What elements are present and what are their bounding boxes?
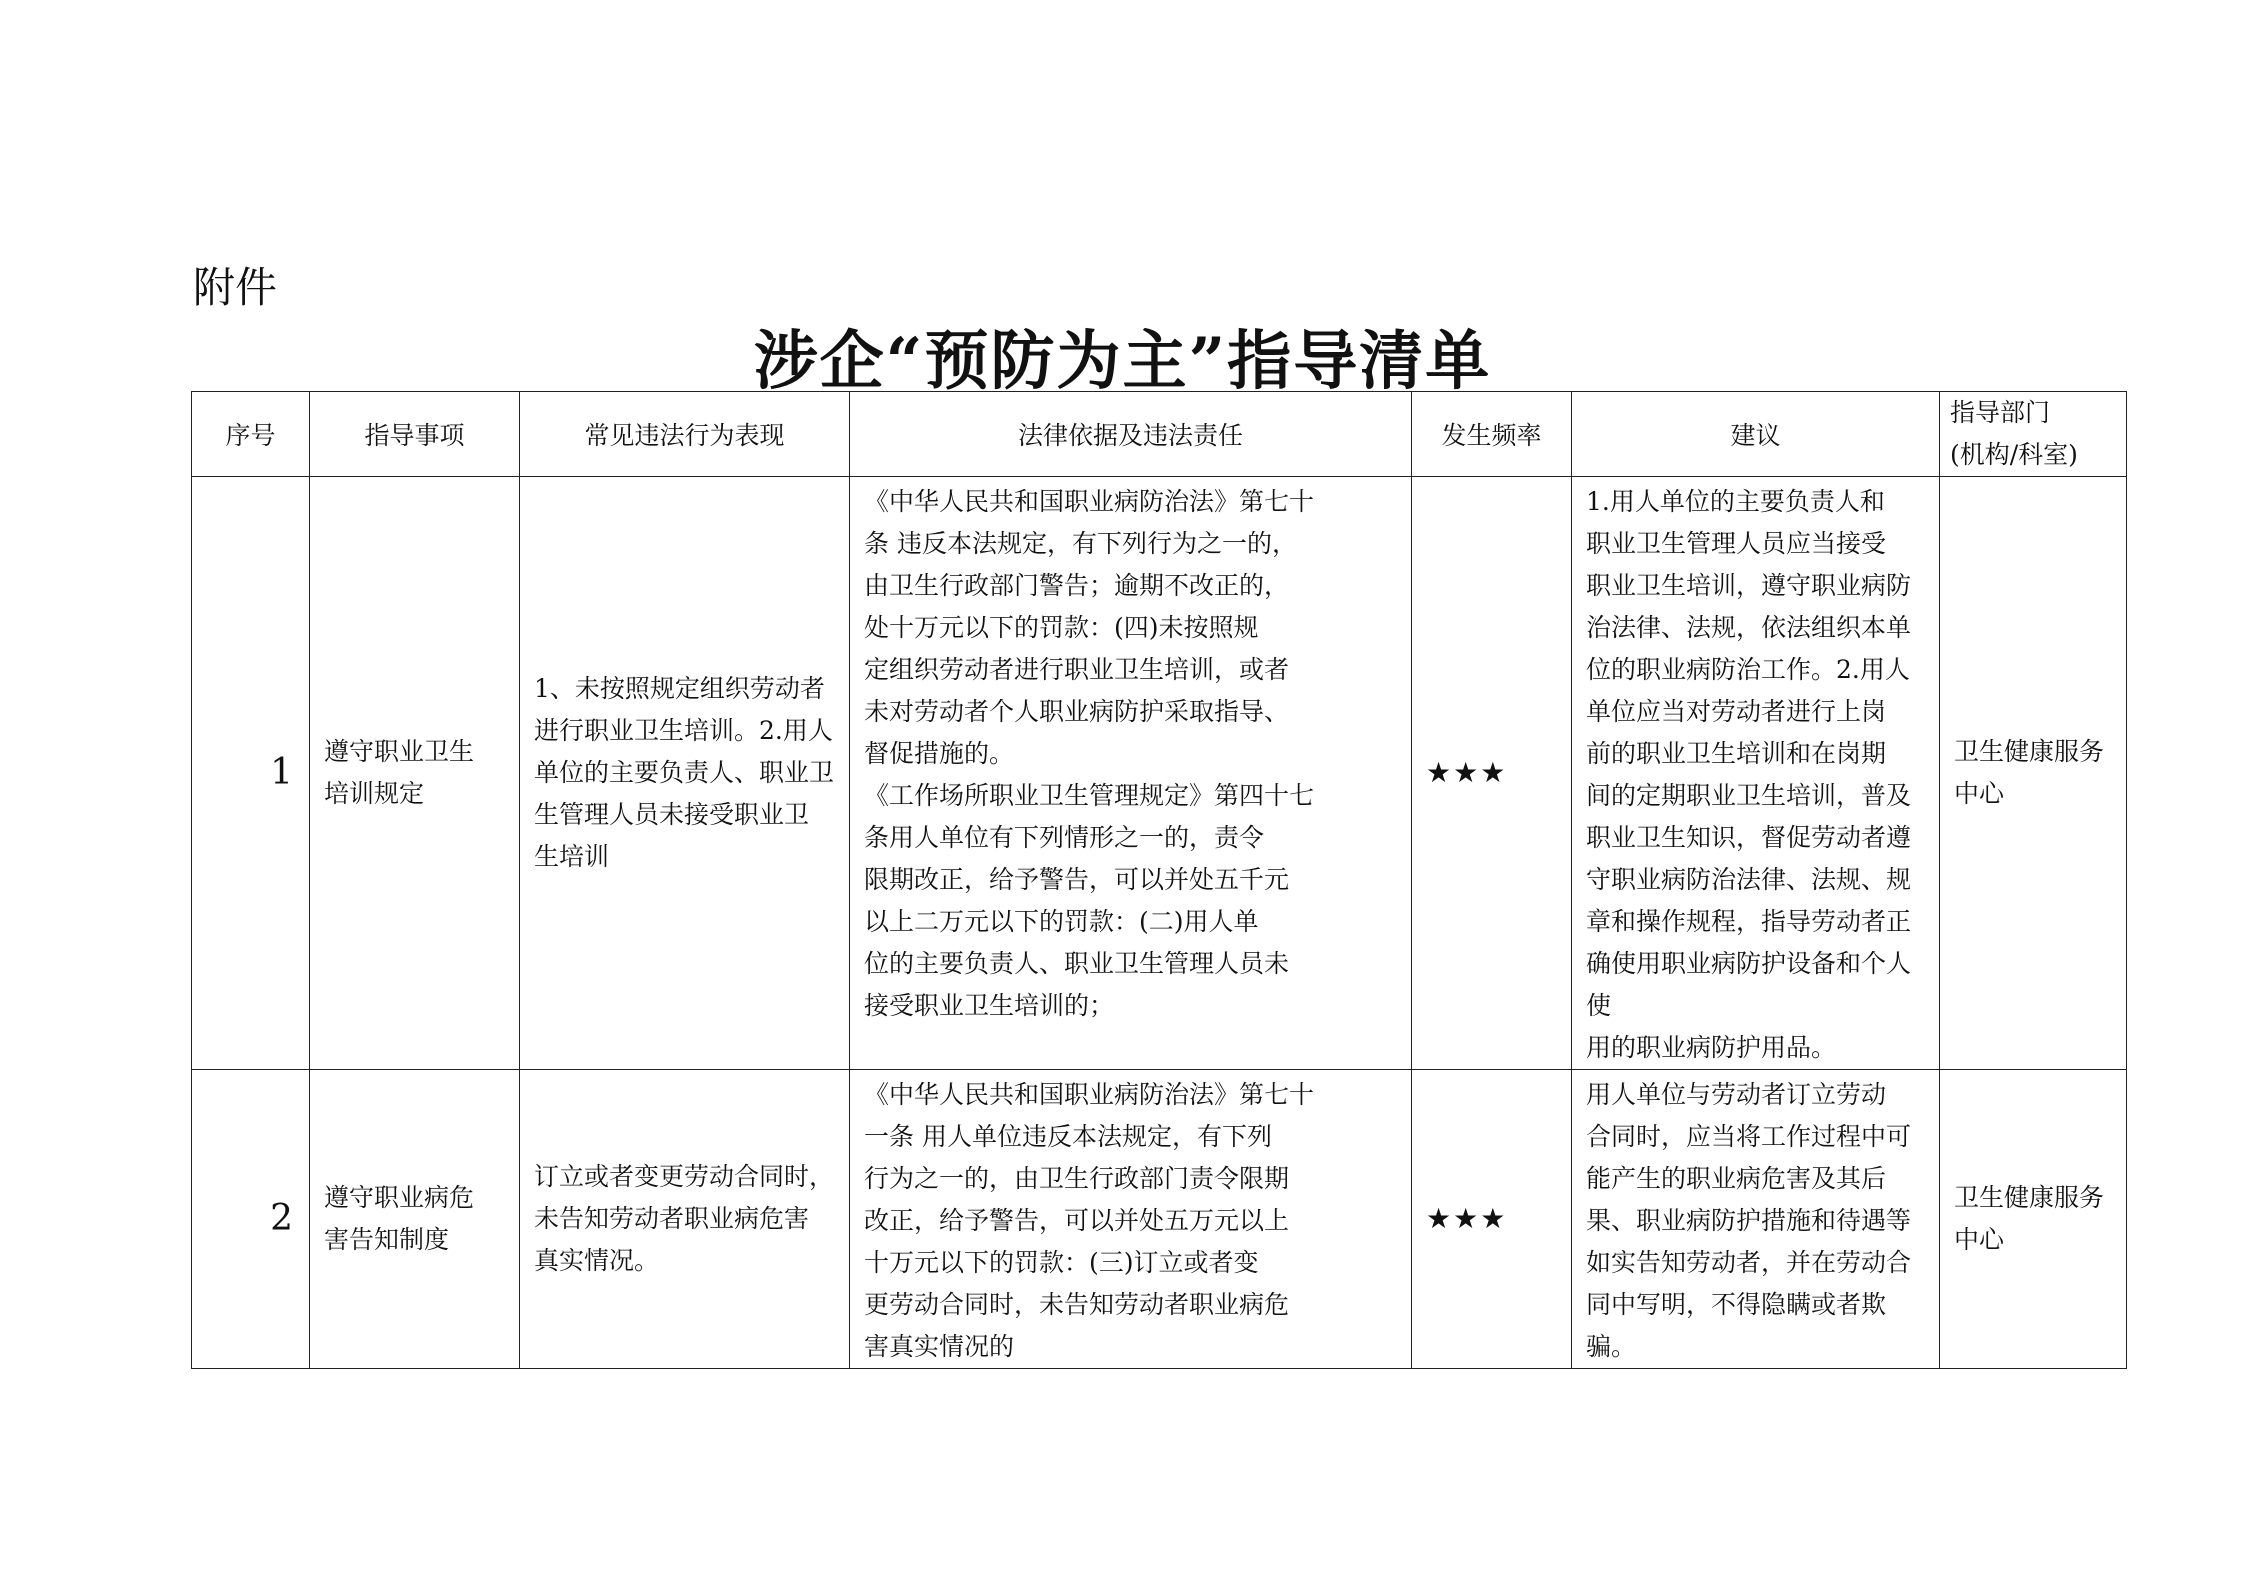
table-row	[192, 477, 2127, 1070]
header-frequency: 发生频率	[1412, 392, 1572, 477]
row-suggestion: 用人单位与劳动者订立劳动 合同时，应当将工作过程中可 能产生的职业病危害及其后 果、职业病防护措施和待遇等 如实告知劳动者，并在劳动合 同中写明，不得隐瞒或者欺 骗。	[1572, 1070, 1940, 1369]
header-item: 指导事项	[310, 392, 520, 477]
row-dept: 卫生健康服务 中心	[1940, 477, 2127, 1070]
header-dept-line1: 指导部门	[1950, 398, 2051, 427]
guidance-table	[191, 391, 2127, 1369]
row-violation: 1、未按照规定组织劳动者 进行职业卫生培训。2.用人 单位的主要负责人、职业卫 生管理人员未接受职业卫 生培训	[520, 477, 850, 1070]
row-violation: 订立或者变更劳动合同时， 未告知劳动者职业病危害 真实情况。	[520, 1070, 850, 1369]
row-legal: 《中华人民共和国职业病防治法》第七十 条 违反本法规定，有下列行为之一的， 由卫生行政部门警告；逾期不改正的， 处十万元以下的罚款：(四)未按照规 定组织劳动者进行职业卫生培训，或者 未对劳动者个人职业病防护采取指导、 督促措施的。 《工作场所职业卫生管理规定》第四十七 条用人单位有下列情形之一的，责令 限期改正，给予警告，可以并处五千元 以上二万元以下的罚款：(二)用人单 位的主要负责人、职业卫生管理人员未 接受职业卫生培训的；	[850, 477, 1412, 1070]
table-row	[192, 1070, 2127, 1369]
header-violation: 常见违法行为表现	[520, 392, 850, 477]
row-frequency	[1412, 1070, 1572, 1369]
row-legal: 《中华人民共和国职业病防治法》第七十 一条 用人单位违反本法规定，有下列 行为之一的，由卫生行政部门责令限期 改正，给予警告，可以并处五万元以上 十万元以下的罚款：(三)订立或者变 更劳动合同时，未告知劳动者职业病危 害真实情况的	[850, 1070, 1412, 1369]
row-seq: 2	[192, 1070, 310, 1369]
header-dept-line2: (机构/科室)	[1950, 440, 2078, 469]
row-frequency	[1412, 477, 1572, 1070]
frequency-stars: ★★★	[1426, 1201, 1508, 1235]
row-item: 遵守职业卫生 培训规定	[310, 477, 520, 1070]
table-header-row	[192, 392, 2127, 477]
row-suggestion: 1.用人单位的主要负责人和 职业卫生管理人员应当接受 职业卫生培训，遵守职业病防 治法律、法规，依法组织本单 位的职业病防治工作。2.用人 单位应当对劳动者进行上岗 前的职业卫生培训和在岗期 间的定期职业卫生培训，普及 职业卫生知识，督促劳动者遵 守职业病防治法律、法规、规 章和操作规程，指导劳动者正 确使用职业病防护设备和个人使 用的职业病防护用品。	[1572, 477, 1940, 1070]
header-legal: 法律依据及违法责任	[850, 392, 1412, 477]
attachment-label: 附件	[193, 263, 278, 312]
header-dept	[1940, 392, 2127, 477]
page-title: 涉企“预防为主”指导清单	[753, 324, 1492, 399]
header-seq: 序号	[192, 392, 310, 477]
row-dept: 卫生健康服务 中心	[1940, 1070, 2127, 1369]
row-item: 遵守职业病危 害告知制度	[310, 1070, 520, 1369]
row-seq: 1	[192, 477, 310, 1070]
frequency-stars: ★★★	[1426, 755, 1508, 789]
header-suggestion: 建议	[1572, 392, 1940, 477]
